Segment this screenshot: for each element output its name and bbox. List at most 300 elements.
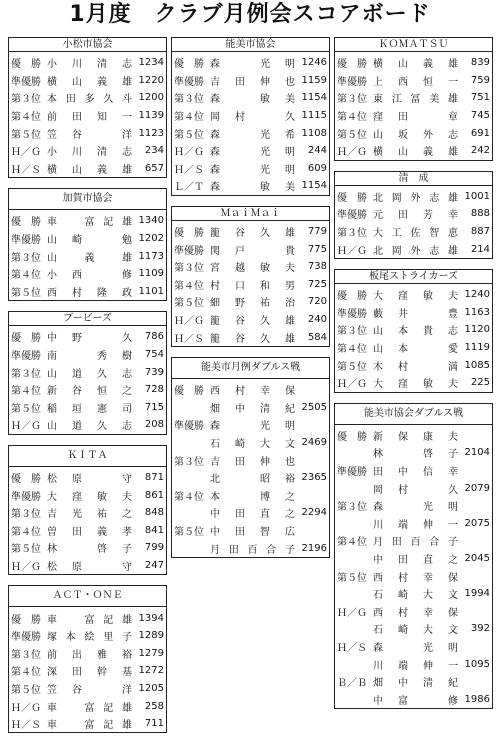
player-name: 木村 満 xyxy=(373,361,458,373)
rank-label: Ｈ／Ｓ xyxy=(174,333,204,345)
score-value: 1986 xyxy=(464,693,490,705)
rank-label: 第４位 xyxy=(174,280,204,292)
score-row xyxy=(335,638,492,656)
player-name: 月田百合子 xyxy=(210,544,295,556)
rank-label: 優 勝 xyxy=(11,614,41,626)
column-left xyxy=(8,37,167,743)
player-name: 石崎大文 xyxy=(373,590,458,602)
score-value: 2469 xyxy=(301,436,327,448)
rank-label: 準優勝 xyxy=(11,76,41,88)
rank-label: Ｈ／Ｇ xyxy=(174,147,204,159)
score-row xyxy=(9,557,166,575)
score-row xyxy=(9,469,166,487)
rank-label: Ｌ／Ｔ xyxy=(174,182,204,194)
score-row xyxy=(172,124,329,142)
rank-label: 第４位 xyxy=(174,491,204,503)
box-title: 板尾ストライカーズ xyxy=(335,270,492,284)
player-name: 前出雅裕 xyxy=(47,649,132,661)
score-row xyxy=(335,374,492,392)
player-name: 森 光明 xyxy=(210,59,295,71)
score-box xyxy=(8,188,167,301)
player-name: 大窪敏夫 xyxy=(47,491,132,503)
rank-label: 優 勝 xyxy=(11,59,41,71)
rank-label: Ｈ／Ｇ xyxy=(11,561,41,573)
rank-label: Ｈ／Ｓ xyxy=(337,642,367,654)
score-value: 2104 xyxy=(464,447,490,459)
player-name: 月田百合子 xyxy=(373,537,458,549)
score-row xyxy=(9,107,166,125)
rank-label: 第３位 xyxy=(337,228,367,240)
score-value: 1109 xyxy=(138,268,164,280)
score-row xyxy=(172,504,329,522)
score-row xyxy=(335,304,492,322)
player-name: 吉光祐之 xyxy=(47,509,132,521)
box-title: 加賀市協会 xyxy=(9,189,166,210)
rank-label: 第３位 xyxy=(11,649,41,661)
score-row xyxy=(172,89,329,107)
rank-label: 準優勝 xyxy=(337,76,367,88)
score-value: 1159 xyxy=(301,74,327,86)
rank-label: 第５位 xyxy=(337,572,367,584)
player-name: 車 富記雄 xyxy=(47,217,132,229)
score-row xyxy=(9,680,166,698)
rank-label: Ｈ／Ｓ xyxy=(11,720,41,732)
player-name: 森 光明 xyxy=(210,421,295,433)
player-name: 上西恒一 xyxy=(373,76,458,88)
score-value: 751 xyxy=(470,92,490,104)
player-name: 山道久志 xyxy=(47,368,132,380)
player-name: 小西 修 xyxy=(47,270,132,282)
page-title: 1月度 クラブ月例会スコアボード xyxy=(69,2,431,27)
rank-label: 第５位 xyxy=(11,684,41,696)
score-value: 1120 xyxy=(464,324,490,336)
score-value: 240 xyxy=(307,314,327,326)
column-middle xyxy=(171,37,330,568)
player-name: 東江冨美雄 xyxy=(373,94,458,106)
box-title: ブービーズ xyxy=(9,312,166,326)
player-name: 宮越敏夫 xyxy=(210,263,295,275)
score-value: 234 xyxy=(144,145,164,157)
player-name: 北岡外志雄 xyxy=(373,192,458,204)
player-name: 村口和男 xyxy=(210,280,295,292)
rank-label: 準優勝 xyxy=(174,421,204,433)
score-value: 871 xyxy=(144,471,164,483)
score-row xyxy=(172,522,329,540)
rank-label: 第３位 xyxy=(174,263,204,275)
rank-label: 第５位 xyxy=(174,526,204,538)
rank-label: Ｂ／Ｂ xyxy=(337,678,367,690)
player-name: 横山義雄 xyxy=(47,164,132,176)
player-name: 車 富記雄 xyxy=(47,702,132,714)
rank-label: 準優勝 xyxy=(11,351,41,363)
score-value: 1220 xyxy=(138,74,164,86)
player-name: 林 啓子 xyxy=(373,449,458,461)
player-name: 藪井 豊 xyxy=(373,308,458,320)
rank-label: 優 勝 xyxy=(337,431,367,443)
score-value: 739 xyxy=(144,366,164,378)
score-row xyxy=(9,283,166,301)
score-value: 392 xyxy=(470,623,490,635)
rank-label: 第３位 xyxy=(11,252,41,264)
score-row xyxy=(172,72,329,90)
score-value: 258 xyxy=(144,700,164,712)
rank-label: 優 勝 xyxy=(11,473,41,485)
player-name: 籠谷久雄 xyxy=(210,316,295,328)
rank-label: 第４位 xyxy=(11,112,41,124)
rank-label: 第３位 xyxy=(174,456,204,468)
rank-label: 準優勝 xyxy=(11,491,41,503)
player-name: 稲垣憲司 xyxy=(47,403,132,415)
score-value: 848 xyxy=(144,507,164,519)
player-name: 笠谷 洋 xyxy=(47,684,132,696)
score-row xyxy=(335,690,492,708)
score-value: 2196 xyxy=(301,542,327,554)
rank-label: Ｈ／Ｇ xyxy=(337,607,367,619)
score-value: 745 xyxy=(470,110,490,122)
player-name: 小川清志 xyxy=(47,59,132,71)
rank-label: Ｈ／Ｇ xyxy=(337,147,367,159)
score-value: 786 xyxy=(144,331,164,343)
rank-label: 優 勝 xyxy=(337,192,367,204)
player-name: 森 敏美 xyxy=(210,182,295,194)
score-row xyxy=(172,177,329,195)
player-name: 森 光希 xyxy=(210,129,295,141)
box-title: ＫＩＴＡ xyxy=(9,446,166,467)
score-value: 1173 xyxy=(138,250,164,262)
score-row xyxy=(335,142,492,160)
score-row xyxy=(335,72,492,90)
score-value: 1272 xyxy=(138,665,164,677)
player-name: 林 啓子 xyxy=(47,544,132,556)
score-row xyxy=(9,609,166,627)
score-row xyxy=(335,585,492,603)
score-row xyxy=(9,662,166,680)
score-row xyxy=(9,486,166,504)
player-name: 曽田義孝 xyxy=(47,526,132,538)
score-row xyxy=(9,539,166,557)
score-row xyxy=(335,602,492,620)
score-value: 887 xyxy=(470,226,490,238)
score-value: 225 xyxy=(470,377,490,389)
score-row xyxy=(9,399,166,417)
score-value: 711 xyxy=(144,718,164,730)
player-name: 大工佐智恵 xyxy=(373,228,458,240)
rank-label: Ｈ／Ｓ xyxy=(11,164,41,176)
player-name: 中野 久 xyxy=(47,333,132,345)
score-row xyxy=(172,311,329,329)
score-value: 1095 xyxy=(464,658,490,670)
player-name: 松原 守 xyxy=(47,561,132,573)
score-value: 1123 xyxy=(138,127,164,139)
score-value: 1163 xyxy=(464,306,490,318)
score-value: 1289 xyxy=(138,630,164,642)
player-name: 岡村 久 xyxy=(373,484,458,496)
score-value: 738 xyxy=(307,261,327,273)
score-value: 1108 xyxy=(301,127,327,139)
player-name: 森 光明 xyxy=(210,147,295,159)
score-value: 1279 xyxy=(138,647,164,659)
score-value: 799 xyxy=(144,542,164,554)
score-value: 841 xyxy=(144,524,164,536)
score-row xyxy=(335,673,492,691)
rank-label: 第５位 xyxy=(174,298,204,310)
score-row xyxy=(172,381,329,399)
player-name: 本田多久斗 xyxy=(47,94,132,106)
score-value: 1394 xyxy=(138,612,164,624)
player-name: 森 光明 xyxy=(373,642,458,654)
rank-label: 準優勝 xyxy=(337,308,367,320)
score-row xyxy=(9,72,166,90)
score-box xyxy=(171,357,330,558)
player-name: 車 富記雄 xyxy=(47,720,132,732)
score-row xyxy=(172,160,329,178)
score-row xyxy=(9,54,166,72)
score-row xyxy=(335,321,492,339)
player-name: 塚本絵里子 xyxy=(47,632,132,644)
rank-label: Ｈ／Ｇ xyxy=(11,147,41,159)
score-row xyxy=(9,89,166,107)
player-name: 西村幸保 xyxy=(373,572,458,584)
player-name: 籠谷久雄 xyxy=(210,228,295,240)
score-value: 779 xyxy=(307,226,327,238)
rank-label: 第３位 xyxy=(11,368,41,380)
score-row xyxy=(335,444,492,462)
player-name: 山本貴志 xyxy=(373,326,458,338)
player-name: 前田知一 xyxy=(47,112,132,124)
score-value: 1340 xyxy=(138,215,164,227)
player-name: 山本 愛 xyxy=(373,344,458,356)
score-value: 1001 xyxy=(464,190,490,202)
rank-label: 優 勝 xyxy=(174,386,204,398)
player-name: 細野祐治 xyxy=(210,298,295,310)
player-name: 横山義雄 xyxy=(373,59,458,71)
rank-label: 第４位 xyxy=(337,537,367,549)
rank-label: 第５位 xyxy=(337,129,367,141)
player-name: 深田幹基 xyxy=(47,667,132,679)
rank-label: 優 勝 xyxy=(174,228,204,240)
column-right xyxy=(334,37,493,719)
player-name: 籠谷久雄 xyxy=(210,333,295,345)
score-value: 242 xyxy=(470,145,490,157)
score-box xyxy=(334,269,493,393)
score-row xyxy=(9,346,166,364)
player-name: 大窪敏夫 xyxy=(373,379,458,391)
score-row xyxy=(172,486,329,504)
rank-label: 第５位 xyxy=(174,129,204,141)
score-row xyxy=(172,293,329,311)
score-row xyxy=(335,89,492,107)
score-box xyxy=(171,206,330,347)
player-name: 北 昭裕 xyxy=(210,474,295,486)
score-row xyxy=(9,247,166,265)
box-title: ＭａｉＭａｉ xyxy=(172,207,329,221)
score-row xyxy=(335,532,492,550)
score-value: 2294 xyxy=(301,507,327,519)
player-name: 西村幸保 xyxy=(210,386,295,398)
player-name: 森 敏美 xyxy=(210,94,295,106)
score-row xyxy=(335,339,492,357)
score-row xyxy=(335,497,492,515)
score-value: 208 xyxy=(144,419,164,431)
rank-label: 第３位 xyxy=(11,509,41,521)
player-name: 畑中清紀 xyxy=(210,403,295,415)
box-title: 小松市協会 xyxy=(9,38,166,52)
rank-label: Ｈ／Ｇ xyxy=(337,245,367,257)
score-value: 691 xyxy=(470,127,490,139)
player-name: 笠谷 洋 xyxy=(47,129,132,141)
rank-label: 第５位 xyxy=(11,403,41,415)
score-box xyxy=(8,445,167,576)
rank-label: Ｈ／Ｇ xyxy=(337,379,367,391)
score-value: 2079 xyxy=(464,482,490,494)
score-row xyxy=(335,54,492,72)
score-value: 759 xyxy=(470,74,490,86)
score-row xyxy=(335,462,492,480)
score-row xyxy=(9,265,166,283)
player-name: 川端伸一 xyxy=(373,660,458,672)
score-row xyxy=(172,399,329,417)
player-name: 川端伸一 xyxy=(373,519,458,531)
score-value: 1085 xyxy=(464,359,490,371)
rank-label: 第４位 xyxy=(337,112,367,124)
score-value: 861 xyxy=(144,489,164,501)
score-value: 1119 xyxy=(464,342,490,354)
score-row xyxy=(335,550,492,568)
box-title: 能美市月例ダブルス戦 xyxy=(172,358,329,379)
score-value: 1139 xyxy=(138,110,164,122)
score-row xyxy=(9,230,166,248)
score-row xyxy=(335,188,492,206)
score-row xyxy=(9,142,166,160)
rank-label: Ｈ／Ｓ xyxy=(174,164,204,176)
rank-label: 第３位 xyxy=(174,94,204,106)
rank-label: 第３位 xyxy=(337,94,367,106)
player-name: 畑中清紀 xyxy=(373,678,458,690)
player-name: 南 秀樹 xyxy=(47,351,132,363)
player-name: 新保康夫 xyxy=(373,431,458,443)
rank-label: 準優勝 xyxy=(11,235,41,247)
player-name: 大窪敏夫 xyxy=(373,291,458,303)
score-row xyxy=(9,504,166,522)
score-row xyxy=(335,240,492,258)
player-name: 中田直之 xyxy=(210,509,295,521)
score-row xyxy=(172,276,329,294)
rank-label: Ｈ／Ｇ xyxy=(11,421,41,433)
rank-label: 優 勝 xyxy=(337,59,367,71)
rank-label: 優 勝 xyxy=(11,217,41,229)
player-name: 横山義雄 xyxy=(47,76,132,88)
player-name: 関戸 貴 xyxy=(210,245,295,257)
score-value: 247 xyxy=(144,559,164,571)
score-row xyxy=(9,416,166,434)
rank-label: 第４位 xyxy=(11,526,41,538)
score-box xyxy=(8,585,167,733)
rank-label: 第３位 xyxy=(337,326,367,338)
rank-label: 第５位 xyxy=(337,361,367,373)
score-row xyxy=(172,107,329,125)
score-row xyxy=(172,434,329,452)
score-value: 1234 xyxy=(138,57,164,69)
score-row xyxy=(9,627,166,645)
player-name: 中富 修 xyxy=(373,695,458,707)
score-row xyxy=(172,142,329,160)
player-name: 岡村 久 xyxy=(210,112,295,124)
score-box xyxy=(8,37,167,178)
player-name: 山義雄 xyxy=(47,252,132,264)
score-value: 1205 xyxy=(138,682,164,694)
score-row xyxy=(9,697,166,715)
score-value: 1240 xyxy=(464,289,490,301)
score-row xyxy=(9,715,166,733)
player-name: 山坂外志 xyxy=(373,129,458,141)
player-name: 森 光明 xyxy=(210,164,295,176)
rank-label: 優 勝 xyxy=(337,291,367,303)
score-row xyxy=(9,160,166,178)
score-row xyxy=(172,54,329,72)
score-value: 728 xyxy=(144,384,164,396)
score-value: 2505 xyxy=(301,401,327,413)
score-value: 775 xyxy=(307,243,327,255)
score-row xyxy=(172,328,329,346)
score-value: 657 xyxy=(144,162,164,174)
score-row xyxy=(172,223,329,241)
score-row xyxy=(9,363,166,381)
score-value: 214 xyxy=(470,243,490,255)
player-name: 車 富記雄 xyxy=(47,614,132,626)
rank-label: 準優勝 xyxy=(174,76,204,88)
score-row xyxy=(335,356,492,374)
score-box xyxy=(171,37,330,196)
player-name: 山崎 勉 xyxy=(47,235,132,247)
score-row xyxy=(9,381,166,399)
score-row xyxy=(9,212,166,230)
player-name: 窪田 章 xyxy=(373,112,458,124)
score-value: 725 xyxy=(307,278,327,290)
rank-label: 第３位 xyxy=(337,502,367,514)
player-name: 西村隆政 xyxy=(47,287,132,299)
score-row xyxy=(9,124,166,142)
player-name: 横山義雄 xyxy=(373,147,458,159)
player-name: 小川清志 xyxy=(47,147,132,159)
player-name: 本 博之 xyxy=(210,491,295,503)
score-row xyxy=(172,240,329,258)
score-value: 1246 xyxy=(301,57,327,69)
score-row xyxy=(335,567,492,585)
rank-label: 準優勝 xyxy=(174,245,204,257)
player-name: 松原 守 xyxy=(47,473,132,485)
rank-label: 優 勝 xyxy=(174,59,204,71)
score-row xyxy=(335,427,492,445)
player-name: 森 光明 xyxy=(373,502,458,514)
rank-label: 第５位 xyxy=(11,544,41,556)
score-row xyxy=(172,469,329,487)
score-value: 888 xyxy=(470,208,490,220)
player-name: 山道久志 xyxy=(47,421,132,433)
score-row xyxy=(335,655,492,673)
rank-label: Ｈ／Ｇ xyxy=(11,702,41,714)
score-value: 609 xyxy=(307,162,327,174)
score-row xyxy=(172,258,329,276)
box-title: 能美市協会ダブルス戦 xyxy=(335,404,492,425)
score-row xyxy=(9,328,166,346)
score-value: 2075 xyxy=(464,517,490,529)
score-row xyxy=(335,286,492,304)
player-name: 吉田伸也 xyxy=(210,76,295,88)
rank-label: 優 勝 xyxy=(11,333,41,345)
score-row xyxy=(335,514,492,532)
score-row xyxy=(335,124,492,142)
score-value: 754 xyxy=(144,349,164,361)
